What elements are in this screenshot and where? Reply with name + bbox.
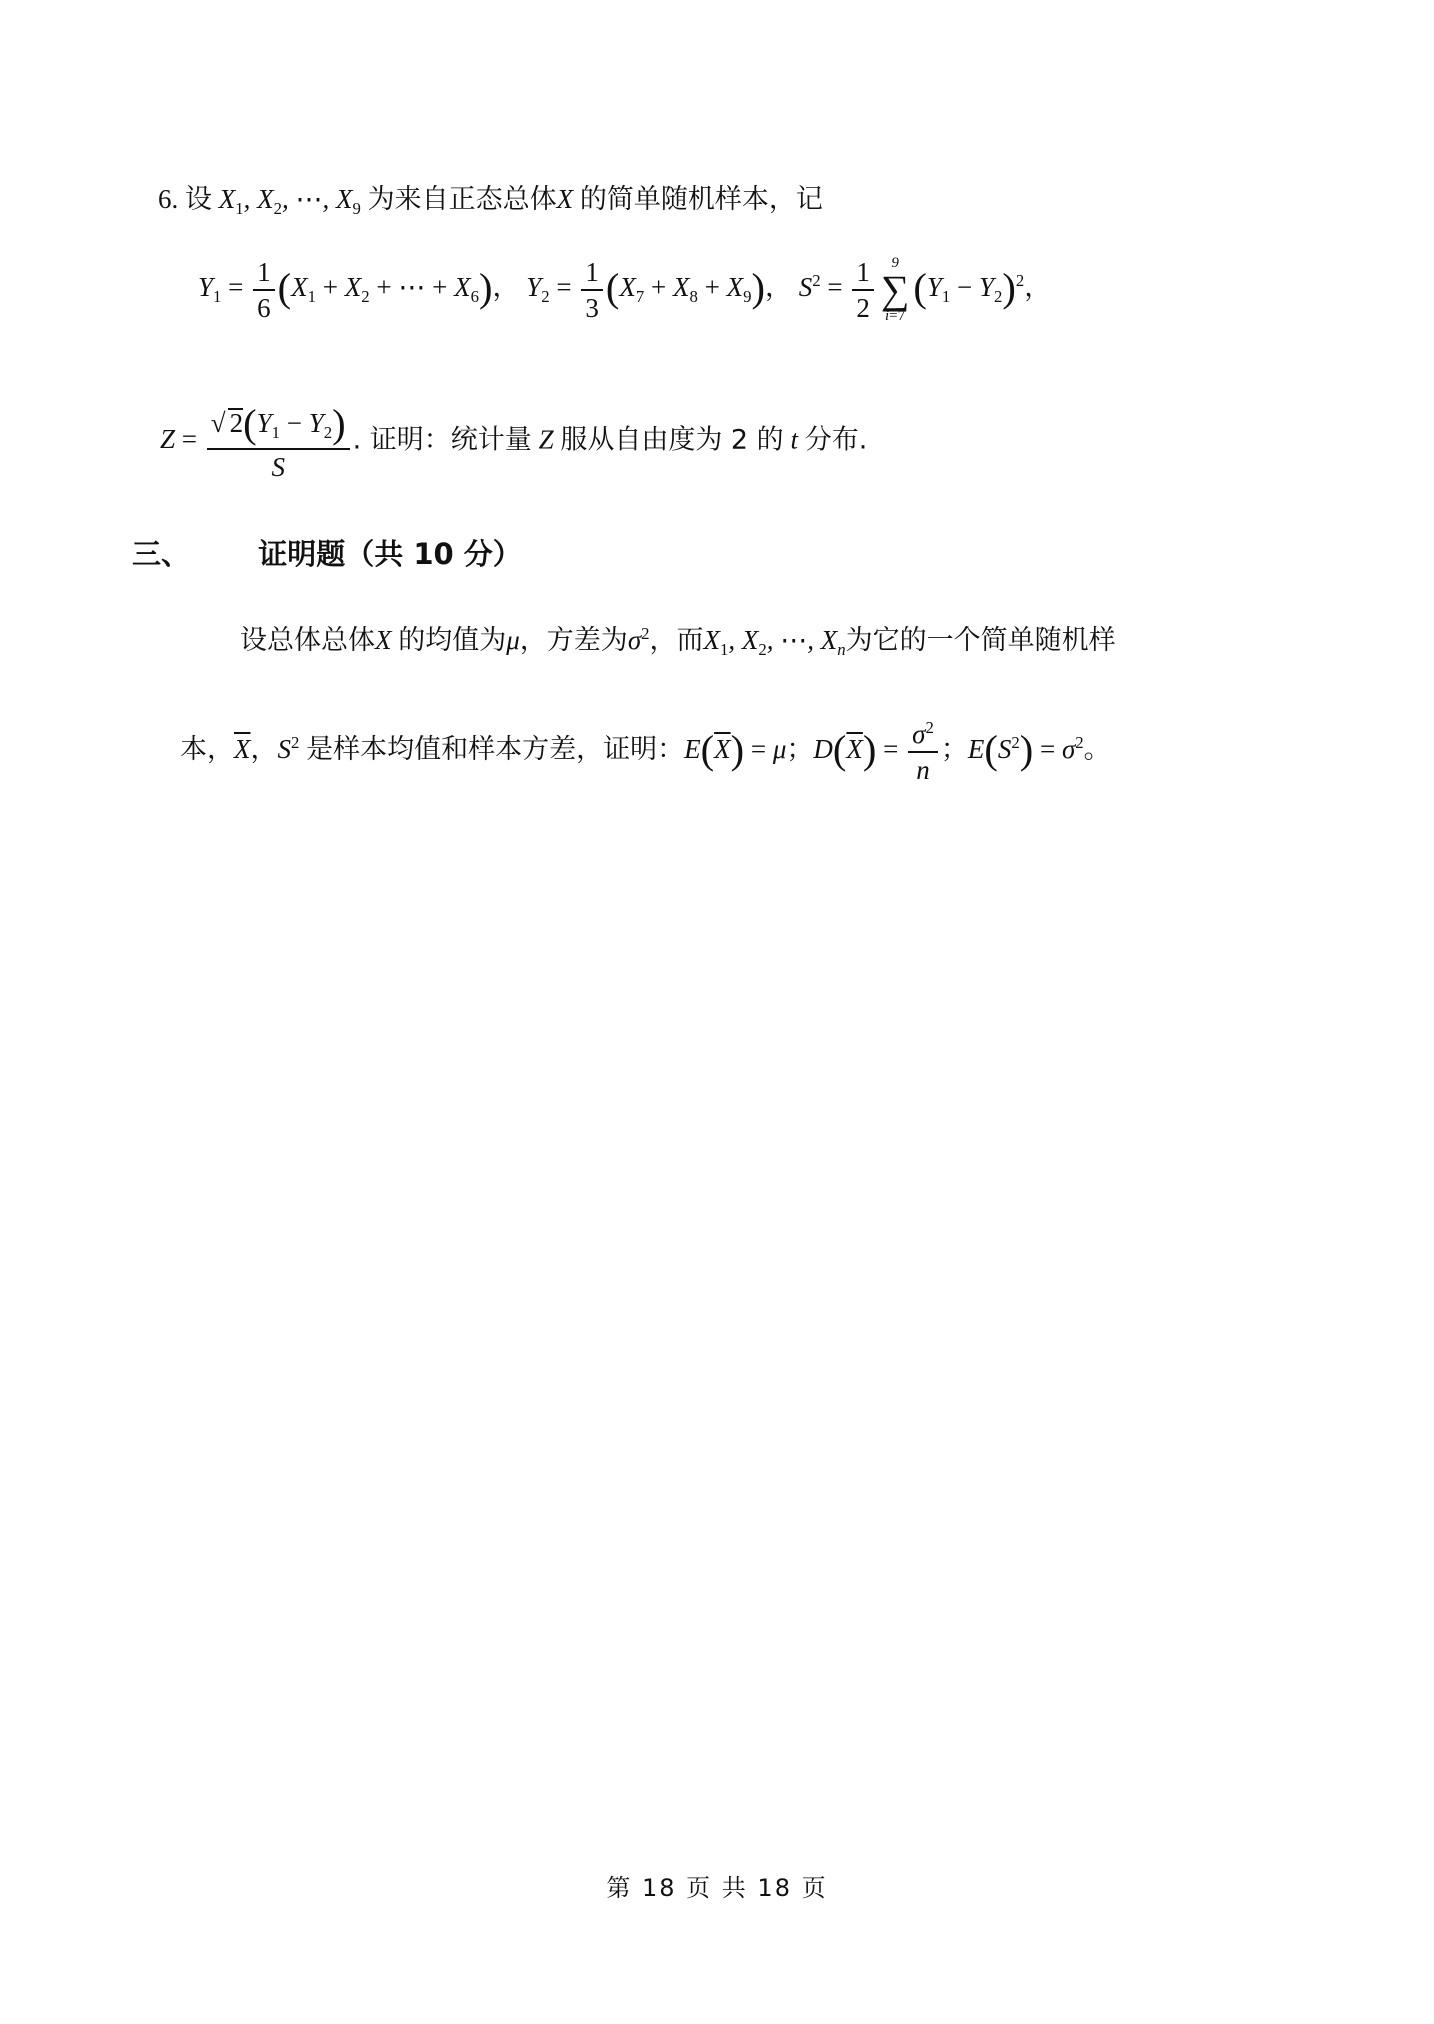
- page-footer: 第 18 页 共 18 页: [606, 1874, 828, 1902]
- proof-line1: 设总体总体X 的均值为μ，方差为$\sigma^2$，而$X_1$, $X_2$, ⋯, $X_n$为它的一个简单随机样: [240, 624, 1116, 659]
- formula-z: Z = $\frac{√ 2(Y_1 - Y_2)}{S}$: [160, 424, 353, 454]
- proof-line2: 本，$\overline{X}$，$S^2$ 是样本均值和样本方差，证明：$E(\overline{X}) = \mu$；$D(\overline{X})$ = $\frac{\sigma^2}{n}$ ；$E(S^2) = \sigma^2$。: [180, 718, 1111, 786]
- problem6-she: 设: [185, 184, 212, 215]
- sample-sequence: $X_1$, $X_2$, ⋯, $X_9$: [218, 184, 361, 218]
- formula-y2: $Y_2$ = $\frac{1}{3}$ $(X_7 + X_8 + X_9)$: [526, 256, 765, 323]
- formula-y1: $Y_1$ = $\frac{1}{6}$ ($X_1 + X_2$ + ⋯ + $X_6$): [198, 256, 493, 323]
- problem-number: 6.: [158, 184, 179, 214]
- problem6-z-line: Z = $\frac{√ 2(Y_1 - Y_2)}{S}$ . 证明：统计量 Z 服从自由度为 2 的 t 分布.: [160, 401, 868, 482]
- problem6-formulas: $Y_1$ = $\frac{1}{6}$ ($X_1 + X_2$ + ⋯ + $X_6$)， $Y_2$ = $\frac{1}{3}$ $(X_7 + X_8 + X_9)$， $S^2$ = $\frac{1}{2}$ 9 ∑ i=7 $(Y_1 - Y_2)^2$，: [198, 255, 1052, 324]
- section-number: 三、: [132, 537, 191, 571]
- formula-s2: $S^2$ = $\frac{1}{2}$ 9 ∑ i=7 $(Y_1 - Y_2)^2$: [798, 255, 1025, 324]
- section-heading: [132, 537, 522, 571]
- problem6-line1: 6. 设 $X_1$, $X_2$, ⋯, $X_9$ 为来自正态总体X 的简单随机样本，记: [158, 184, 823, 218]
- section-title: 证明题（共 10 分）: [258, 537, 522, 571]
